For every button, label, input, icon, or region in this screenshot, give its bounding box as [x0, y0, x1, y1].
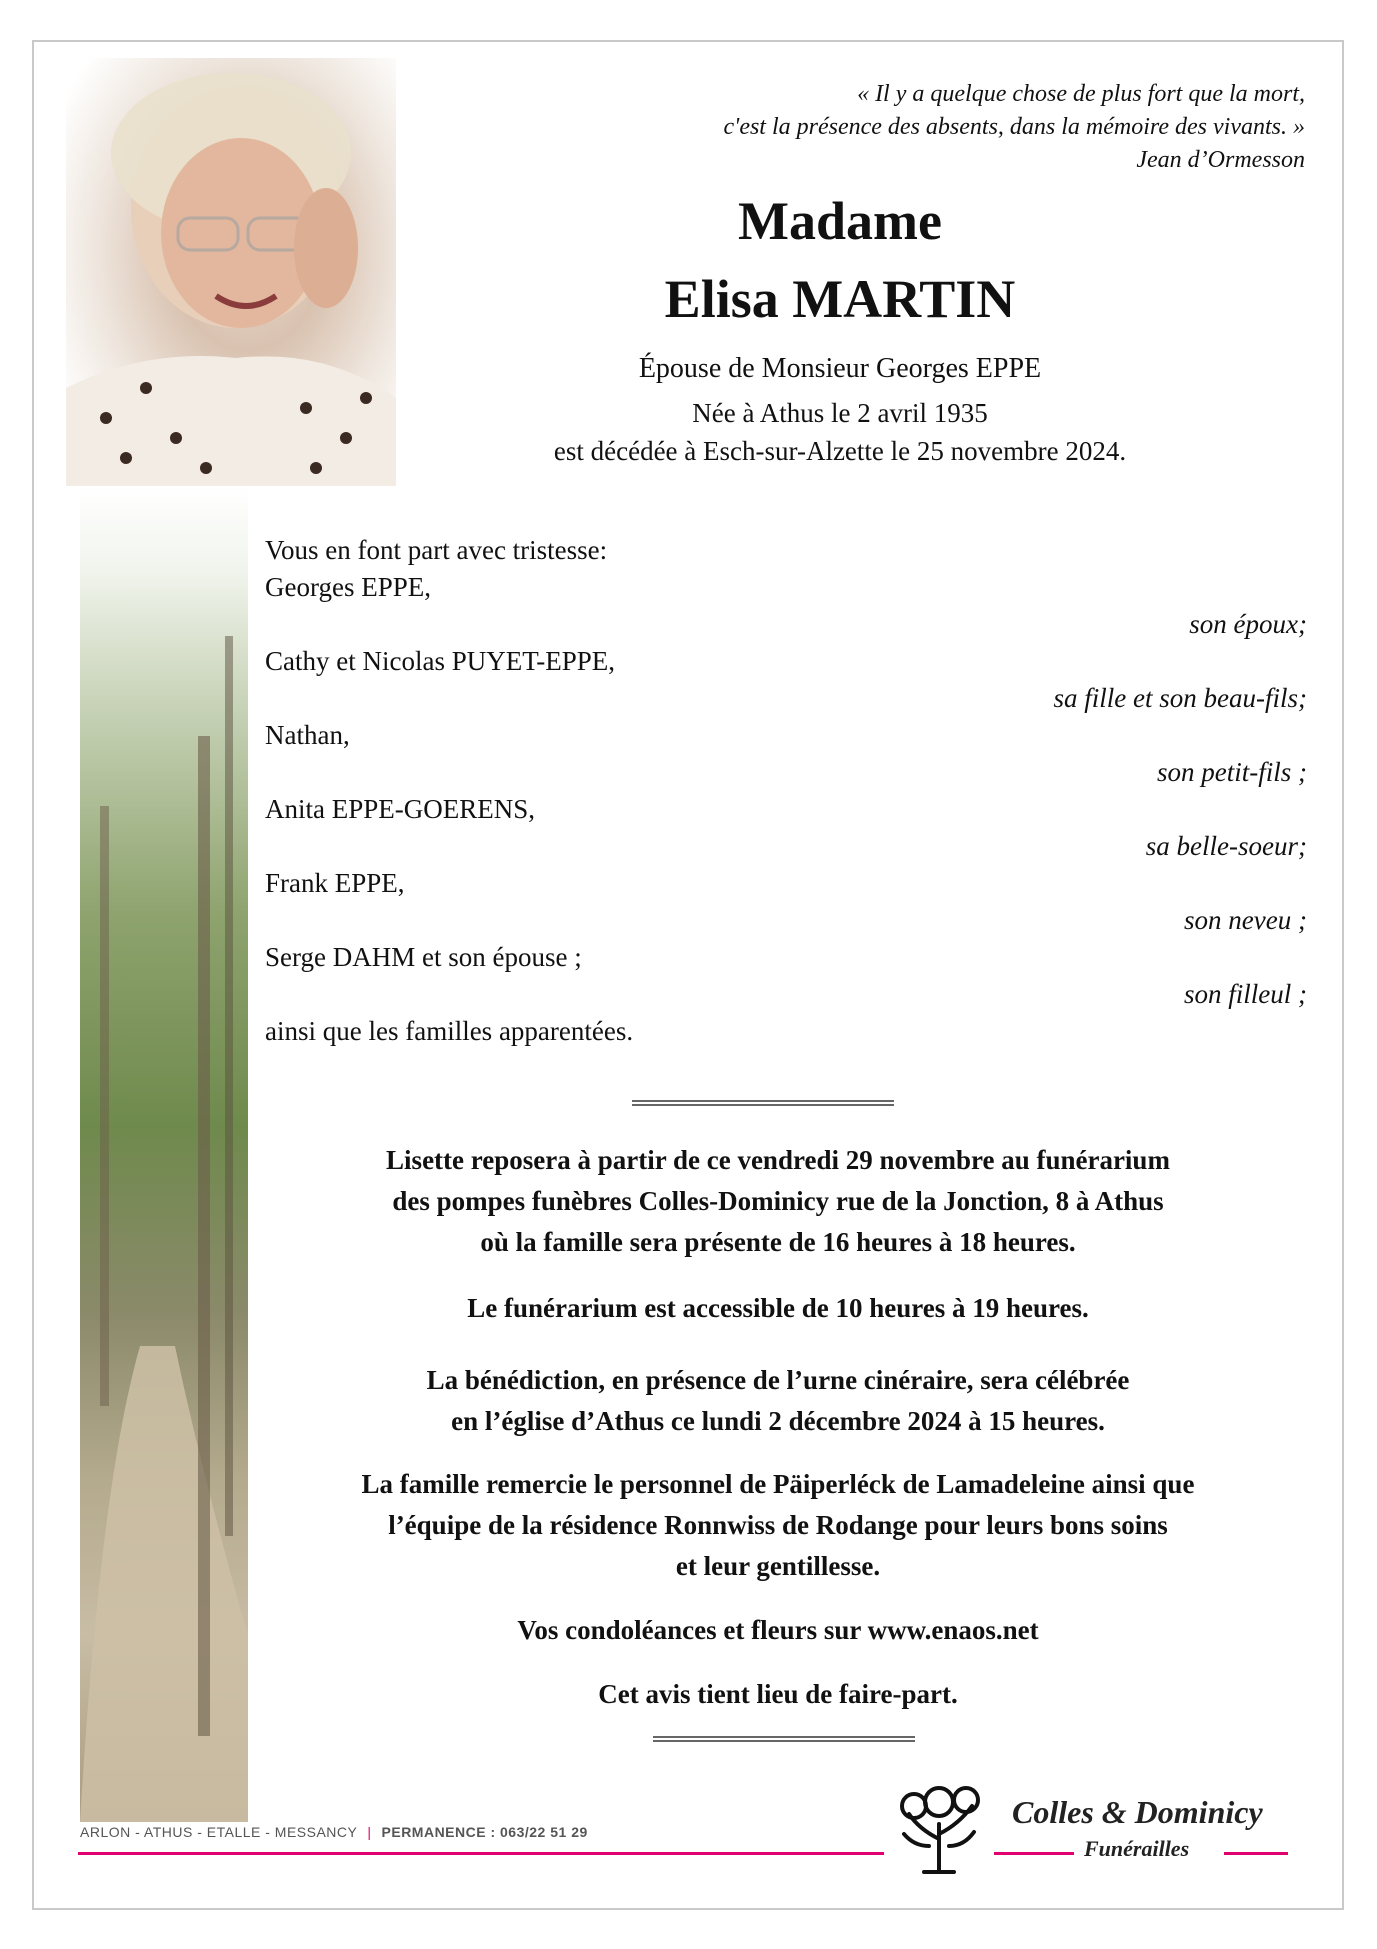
family-member-relation: son neveu ;	[1184, 905, 1307, 935]
family-member-name: Nathan,	[265, 720, 350, 750]
notice-line: La bénédiction, en présence de l’urne cinéraire, sera célébrée	[426, 1365, 1130, 1395]
logo-name: Colles & Dominicy	[1012, 1794, 1263, 1830]
footer-locations	[80, 1824, 588, 1840]
faire-part-paragraph: Cet avis tient lieu de faire-part.	[598, 1679, 958, 1709]
deceased-name: Elisa MARTIN	[664, 269, 1016, 329]
funeral-home-logo	[884, 1780, 1290, 1880]
tree-icon	[884, 1784, 994, 1876]
logo-subtitle: Funérailles	[1084, 1836, 1190, 1861]
epigraph-quote	[505, 78, 1305, 177]
family-intro: Vous en font part avec tristesse:	[265, 535, 608, 565]
logo-accent-right	[1224, 1852, 1288, 1855]
family-member-relation: sa fille et son beau-fils;	[1053, 683, 1307, 713]
locations-text: ARLON - ATHUS - ETALLE - MESSANCY	[80, 1824, 358, 1840]
notice-line: en l’église d’Athus ce lundi 2 décembre 2024 à 15 heures.	[451, 1406, 1105, 1436]
spouse-line: Épouse de Monsieur Georges EPPE	[638, 353, 1042, 384]
family-member-name: Frank EPPE,	[265, 868, 405, 898]
family-member-name: Cathy et Nicolas PUYET-EPPE,	[265, 646, 615, 676]
notice-line: et leur gentillesse.	[675, 1551, 881, 1581]
double-divider	[632, 1100, 894, 1106]
death-line: est décédée à Esch-sur-Alzette le 25 novembre 2024.	[553, 436, 1127, 466]
logo-accent-left	[994, 1852, 1074, 1855]
viewing-paragraph	[252, 1140, 1304, 1263]
notice-line: l’équipe de la résidence Ronnwiss de Rodange pour leurs bons soins	[388, 1510, 1168, 1540]
family-member-name: Georges EPPE,	[265, 572, 431, 602]
family-member-relation: son époux;	[1189, 609, 1307, 639]
condolences-paragraph: Vos condoléances et fleurs sur www.enaos.net	[517, 1615, 1039, 1645]
portrait-photo	[66, 58, 396, 486]
family-list	[265, 532, 1307, 1050]
family-closing: ainsi que les familles apparentées.	[265, 1016, 634, 1046]
permanence-phone: PERMANENCE : 063/22 51 29	[381, 1824, 588, 1840]
family-member-relation: son petit-fils ;	[1157, 757, 1307, 787]
quote-line-2: c'est la présence des absents, dans la mémoire des vivants. »	[723, 114, 1305, 140]
family-member-name: Anita EPPE-GOERENS,	[265, 794, 535, 824]
honorific-title: Madame	[738, 191, 942, 251]
thanks-paragraph	[252, 1464, 1304, 1587]
quote-author: Jean d’Ormesson	[1136, 147, 1305, 173]
notice-line: Lisette reposera à partir de ce vendredi 29 novembre au funérarium	[386, 1145, 1170, 1175]
footer-separator: |	[367, 1824, 372, 1840]
notice-line: où la famille sera présente de 16 heures à 18 heures.	[480, 1227, 1076, 1257]
forest-path-image	[80, 486, 248, 1822]
quote-line-1: « Il y a quelque chose de plus fort que la mort,	[857, 81, 1305, 107]
birth-line: Née à Athus le 2 avril 1935	[692, 398, 988, 428]
notice-line: des pompes funèbres Colles-Dominicy rue de la Jonction, 8 à Athus	[392, 1186, 1164, 1216]
hours-paragraph: Le funérarium est accessible de 10 heures à 19 heures.	[467, 1293, 1089, 1323]
notice-line: La famille remercie le personnel de Päiperléck de Lamadeleine ainsi que	[361, 1469, 1195, 1499]
double-divider	[653, 1736, 915, 1742]
family-member-relation: son filleul ;	[1184, 979, 1307, 1009]
family-member-relation: sa belle-soeur;	[1145, 831, 1307, 861]
ceremony-paragraph	[252, 1360, 1304, 1442]
family-member-name: Serge DAHM et son épouse ;	[265, 942, 582, 972]
